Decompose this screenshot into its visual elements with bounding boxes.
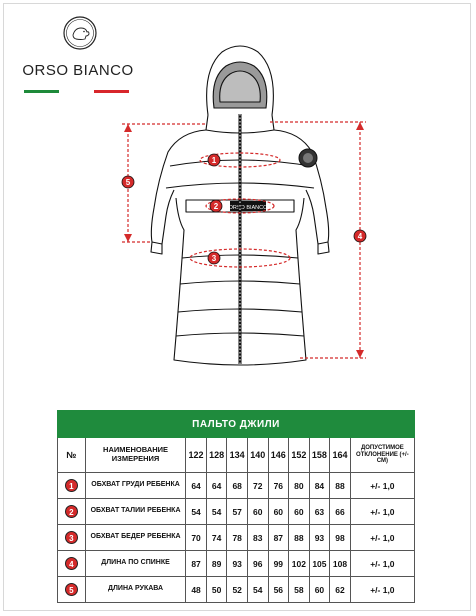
- measurement-value: 89: [206, 551, 227, 577]
- measurement-value: 54: [247, 577, 268, 603]
- measurement-value: 93: [309, 525, 330, 551]
- header-size: 158: [309, 438, 330, 473]
- tolerance-value: +/- 1,0: [350, 499, 414, 525]
- table-body: [58, 473, 415, 603]
- measurement-value: 56: [268, 577, 289, 603]
- svg-text:1: 1: [211, 156, 217, 165]
- table-header-row: [58, 438, 415, 473]
- row-number: [58, 525, 86, 551]
- table-row: [58, 551, 415, 577]
- measurement-name: ОБХВАТ БЕДЕР РЕБЕНКА: [85, 525, 185, 551]
- measurement-lines: [122, 122, 366, 358]
- measurement-value: 60: [247, 499, 268, 525]
- measurement-value: 72: [247, 473, 268, 499]
- measurement-value: 54: [206, 499, 227, 525]
- row-number: [58, 499, 86, 525]
- svg-text:4: 4: [357, 232, 363, 241]
- header-size: 134: [227, 438, 248, 473]
- marker-2: [210, 200, 222, 212]
- measurement-value: 60: [268, 499, 289, 525]
- measurement-value: 64: [186, 473, 207, 499]
- measurement-value: 96: [247, 551, 268, 577]
- measurement-value: 83: [247, 525, 268, 551]
- size-table: [57, 410, 415, 603]
- header-size: 146: [268, 438, 289, 473]
- measurement-value: 74: [206, 525, 227, 551]
- marker-4: [354, 230, 366, 242]
- marker-5: [122, 176, 134, 188]
- row-number: [58, 577, 86, 603]
- coat-diagram: [110, 30, 380, 375]
- marker-3: [208, 252, 220, 264]
- measurement-value: 99: [268, 551, 289, 577]
- measurement-value: 60: [309, 577, 330, 603]
- measurement-value: 50: [206, 577, 227, 603]
- svg-text:5: 5: [125, 178, 131, 187]
- table-row: [58, 525, 415, 551]
- header-size: 140: [247, 438, 268, 473]
- measurement-value: 80: [289, 473, 310, 499]
- measurement-name: ОБХВАТ ТАЛИИ РЕБЕНКА: [85, 499, 185, 525]
- tolerance-value: +/- 1,0: [350, 577, 414, 603]
- measurement-value: 58: [289, 577, 310, 603]
- belt-text: ORSO BIANCO: [228, 205, 268, 211]
- measurement-value: 68: [227, 473, 248, 499]
- row-number-badge: 4: [65, 557, 78, 570]
- tolerance-value: +/- 1,0: [350, 551, 414, 577]
- measurement-value: 84: [309, 473, 330, 499]
- measurement-value: 87: [186, 551, 207, 577]
- table-title: ПАЛЬТО ДЖИЛИ: [58, 411, 415, 438]
- header-num: №: [58, 438, 86, 473]
- row-number-badge: 3: [65, 531, 78, 544]
- table-title-row: [58, 411, 415, 438]
- marker-1: [208, 154, 220, 166]
- brand-name: ORSO BIANCO: [22, 62, 134, 79]
- measurement-name: ОБХВАТ ГРУДИ РЕБЕНКА: [85, 473, 185, 499]
- measurement-value: 105: [309, 551, 330, 577]
- measurement-value: 63: [309, 499, 330, 525]
- header-size: 122: [186, 438, 207, 473]
- measurement-value: 54: [186, 499, 207, 525]
- bear-logo-icon: [63, 16, 97, 50]
- measurement-value: 88: [330, 473, 351, 499]
- row-number: [58, 473, 86, 499]
- tolerance-value: +/- 1,0: [350, 473, 414, 499]
- tolerance-value: +/- 1,0: [350, 525, 414, 551]
- measurement-value: 52: [227, 577, 248, 603]
- measurement-name: ДЛИНА РУКАВА: [85, 577, 185, 603]
- table-row: [58, 473, 415, 499]
- table-row: [58, 577, 415, 603]
- measurement-value: 98: [330, 525, 351, 551]
- measurement-value: 57: [227, 499, 248, 525]
- svg-text:3: 3: [211, 254, 217, 263]
- measurement-value: 88: [289, 525, 310, 551]
- row-number-badge: 5: [65, 583, 78, 596]
- measurement-value: 60: [289, 499, 310, 525]
- header-size: 128: [206, 438, 227, 473]
- measurement-value: 102: [289, 551, 310, 577]
- measurement-value: 66: [330, 499, 351, 525]
- table-row: [58, 499, 415, 525]
- measurement-value: 93: [227, 551, 248, 577]
- row-number-badge: 2: [65, 505, 78, 518]
- green-stripe: [24, 90, 59, 93]
- row-number-badge: 1: [65, 479, 78, 492]
- measurement-value: 108: [330, 551, 351, 577]
- measurement-name: ДЛИНА ПО СПИНКЕ: [85, 551, 185, 577]
- header-tolerance: ДОПУСТИМОЕ ОТКЛОНЕНИЕ (+/-СМ): [350, 438, 414, 473]
- header-size: 164: [330, 438, 351, 473]
- header-size: 152: [289, 438, 310, 473]
- measurement-value: 87: [268, 525, 289, 551]
- measurement-value: 76: [268, 473, 289, 499]
- measurement-value: 70: [186, 525, 207, 551]
- row-number: [58, 551, 86, 577]
- measurement-value: 62: [330, 577, 351, 603]
- measurement-value: 64: [206, 473, 227, 499]
- measurement-value: 78: [227, 525, 248, 551]
- svg-text:2: 2: [213, 202, 219, 211]
- header-name: НАИМЕНОВАНИЕ ИЗМЕРЕНИЯ: [85, 438, 185, 473]
- measurement-value: 48: [186, 577, 207, 603]
